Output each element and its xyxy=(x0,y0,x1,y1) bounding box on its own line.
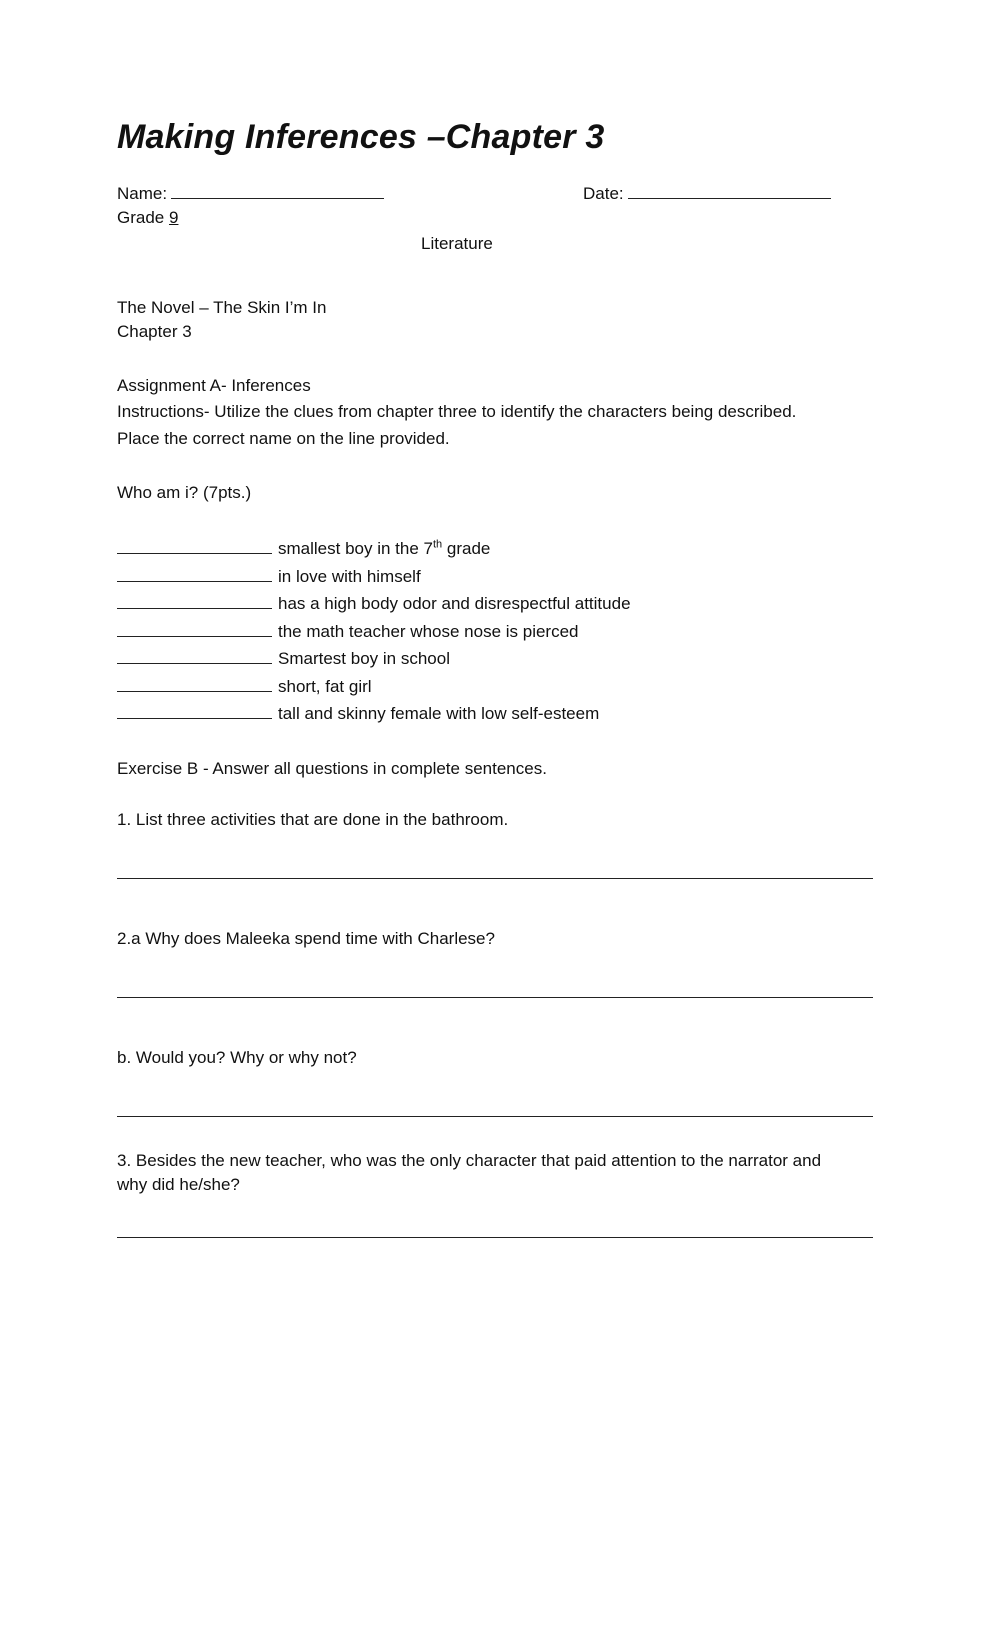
answer-blank[interactable] xyxy=(117,648,272,664)
name-field-row xyxy=(117,182,384,205)
list-item: the math teacher whose nose is pierced xyxy=(117,621,631,649)
answer-blank[interactable] xyxy=(117,538,272,554)
answer-line-q1[interactable] xyxy=(117,878,873,879)
date-field-row xyxy=(583,182,831,205)
answer-line-q3[interactable] xyxy=(117,1237,873,1238)
name-label: Name: xyxy=(117,184,168,203)
list-item: has a high body odor and disrespectful attitude xyxy=(117,593,631,621)
subject-label: Literature xyxy=(421,234,493,253)
character-list xyxy=(117,538,631,731)
question-3-line-1: 3. Besides the new teacher, who was the only character that paid attention to the narrator and xyxy=(117,1151,822,1170)
list-item: short, fat girl xyxy=(117,676,631,704)
list-item: smallest boy in the 7th grade xyxy=(117,538,631,566)
answer-blank[interactable] xyxy=(117,593,272,609)
date-label: Date: xyxy=(583,184,624,203)
list-item: tall and skinny female with low self-esteem xyxy=(117,703,631,731)
instructions-line-1: Instructions- Utilize the clues from chapter three to identify the characters being described. xyxy=(117,402,797,421)
question-3-line-2: why did he/she? xyxy=(117,1175,240,1194)
who-am-i-heading: Who am i? (7pts.) xyxy=(117,483,252,502)
grade-label: Grade xyxy=(117,208,165,227)
question-2a: 2.a Why does Maleeka spend time with Charlese? xyxy=(117,929,495,948)
answer-blank[interactable] xyxy=(117,703,272,719)
list-item: Smartest boy in school xyxy=(117,648,631,676)
name-blank[interactable] xyxy=(171,182,384,199)
question-1: 1. List three activities that are done in the bathroom. xyxy=(117,810,509,829)
list-item: in love with himself xyxy=(117,566,631,594)
question-2b: b. Would you? Why or why not? xyxy=(117,1048,357,1067)
grade-row xyxy=(117,207,178,229)
answer-blank[interactable] xyxy=(117,621,272,637)
answer-line-q2b[interactable] xyxy=(117,1116,873,1117)
answer-blank[interactable] xyxy=(117,676,272,692)
novel-chapter: Chapter 3 xyxy=(117,322,192,341)
exercise-b-heading: Exercise B - Answer all questions in complete sentences. xyxy=(117,759,547,778)
assignment-a-heading: Assignment A- Inferences xyxy=(117,376,311,395)
instructions-line-2: Place the correct name on the line provided. xyxy=(117,429,450,448)
answer-line-q2a[interactable] xyxy=(117,997,873,998)
grade-value: 9 xyxy=(168,208,179,227)
date-blank[interactable] xyxy=(628,182,831,199)
answer-blank[interactable] xyxy=(117,566,272,582)
novel-title: The Novel – The Skin I’m In xyxy=(117,298,327,317)
page-title: Making Inferences –Chapter 3 xyxy=(117,118,605,156)
